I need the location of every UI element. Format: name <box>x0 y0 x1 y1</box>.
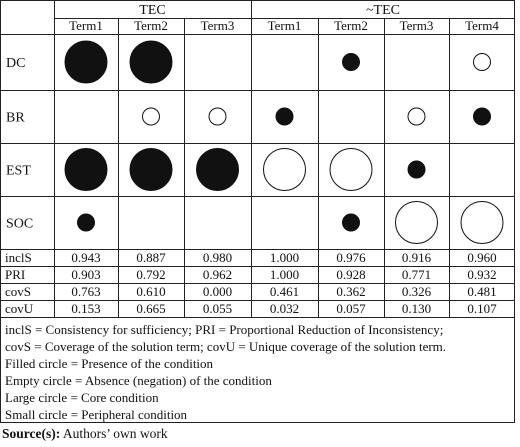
metric-label: inclS <box>5 250 32 265</box>
metric-value: 0.960 <box>467 250 497 265</box>
metric-value: 0.153 <box>71 301 101 316</box>
metric-value: 1.000 <box>269 267 300 282</box>
empty-circle-icon <box>264 149 306 191</box>
metric-value: 0.903 <box>71 267 101 282</box>
term-header: Term2 <box>134 18 168 33</box>
term-header: Term3 <box>399 18 434 33</box>
term-header: Term1 <box>69 18 103 33</box>
metric-value: 0.962 <box>202 267 233 282</box>
metric-value: 0.326 <box>401 284 432 299</box>
empty-circle-icon <box>474 54 491 71</box>
source-line <box>2 426 168 442</box>
metric-value: 0.107 <box>467 301 497 316</box>
metric-value: 0.792 <box>136 267 166 282</box>
filled-circle-icon <box>130 41 172 83</box>
filled-circle-icon <box>130 149 172 191</box>
source-label: Source(s): <box>2 426 61 441</box>
table-note: inclS = Consistency for sufficiency; PRI = Proportional Reduction of Inconsistency; <box>5 322 444 337</box>
condition-label: DC <box>6 56 26 71</box>
table-note: Small circle = Peripheral condition <box>5 407 188 422</box>
metric-value: 0.032 <box>269 301 300 316</box>
empty-circle-icon <box>143 108 160 125</box>
metric-value: 0.055 <box>202 301 233 316</box>
empty-circle-icon <box>209 108 226 125</box>
metric-value: 0.763 <box>71 284 101 299</box>
filled-circle-icon <box>276 108 293 125</box>
metric-value: 0.980 <box>202 250 233 265</box>
metric-value: 0.610 <box>136 284 166 299</box>
group-header: ~TEC <box>365 3 401 18</box>
metric-value: 0.928 <box>336 267 366 282</box>
metric-value: 0.481 <box>467 284 497 299</box>
filled-circle-icon <box>65 149 107 191</box>
metric-label: PRI <box>5 267 26 282</box>
metric-value: 1.000 <box>269 250 300 265</box>
metric-value: 0.461 <box>269 284 300 299</box>
filled-circle-icon <box>78 214 95 231</box>
condition-label: SOC <box>6 216 34 232</box>
filled-circle-icon <box>408 161 425 178</box>
metric-value: 0.976 <box>336 250 366 265</box>
filled-circle-icon <box>474 108 491 125</box>
filled-circle-icon <box>343 214 360 231</box>
filled-circle-icon <box>65 41 107 83</box>
term-header: Term2 <box>334 18 368 33</box>
metric-value: 0.057 <box>336 301 366 316</box>
term-header: Term4 <box>465 18 499 33</box>
term-header: Term3 <box>200 18 235 33</box>
table-note: Large circle = Core condition <box>5 390 159 405</box>
group-header: TEC <box>139 3 166 18</box>
metric-value: 0.000 <box>202 284 233 299</box>
metric-value: 0.130 <box>401 301 432 316</box>
empty-circle-icon <box>330 149 372 191</box>
metric-label: covU <box>5 301 34 316</box>
table-note: Filled circle = Presence of the condition <box>5 356 214 371</box>
metric-value: 0.932 <box>467 267 497 282</box>
filled-circle-icon <box>197 149 239 191</box>
metric-value: 0.916 <box>401 250 432 265</box>
empty-circle-icon <box>461 202 503 244</box>
metric-value: 0.362 <box>336 284 366 299</box>
filled-circle-icon <box>343 54 360 71</box>
metric-value: 0.887 <box>136 250 166 265</box>
table-note: Empty circle = Absence (negation) of the condition <box>5 373 272 388</box>
metric-value: 0.665 <box>136 301 166 316</box>
empty-circle-icon <box>408 108 425 125</box>
empty-circle-icon <box>396 202 438 244</box>
metric-value: 0.943 <box>71 250 101 265</box>
condition-label: BR <box>6 110 25 126</box>
condition-label: EST <box>6 163 31 179</box>
table-note: covS = Coverage of the solution term; covU = Unique coverage of the solution term. <box>5 339 447 354</box>
source-text: Authors’ own work <box>60 426 168 441</box>
metric-value: 0.771 <box>401 267 432 282</box>
metric-label: covS <box>5 284 31 299</box>
term-header: Term1 <box>267 18 302 33</box>
